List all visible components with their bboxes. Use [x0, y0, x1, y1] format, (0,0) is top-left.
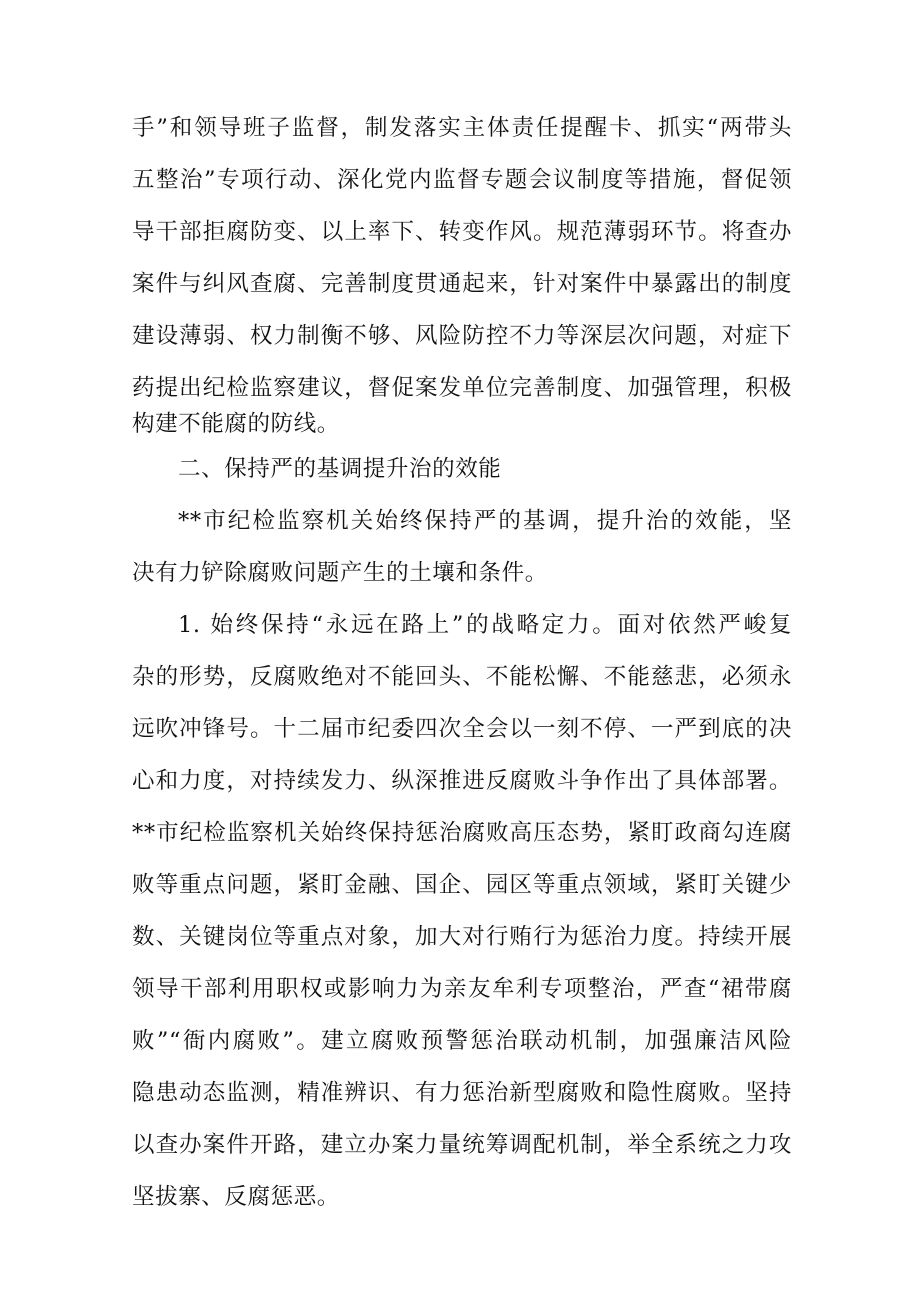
paragraph-line: 五整治”专项行动、深化党内监督专题会议制度等措施，督促领: [132, 167, 792, 193]
paragraph-line: 心和力度，对持续发力、纵深推进反腐败斗争作出了具体部署。: [132, 768, 792, 794]
paragraph-line: 隐患动态监测，精准辨识、有力惩治新型腐败和隐性腐败。坚持: [132, 1080, 792, 1106]
paragraph-line: 药提出纪检监察建议，督促案发单位完善制度、加强管理，积极: [132, 375, 792, 401]
paragraph-line: 领导干部利用职权或影响力为亲友牟利专项整治，严查“裙带腐: [132, 976, 792, 1002]
paragraph-line: 败等重点问题，紧盯金融、国企、园区等重点领域，紧盯关键少: [132, 872, 792, 898]
paragraph-line: 建设薄弱、权力制衡不够、风险防控不力等深层次问题，对症下: [132, 323, 792, 349]
paragraph-line: 以查办案件开路，建立办案力量统筹调配机制，举全系统之力攻: [132, 1132, 792, 1158]
paragraph-line: 坚拔寨、反腐惩恶。: [132, 1184, 340, 1210]
paragraph-line: 败”“衙内腐败”。建立腐败预警惩治联动机制，加强廉洁风险: [132, 1028, 792, 1054]
subheading-line: 1. 始终保持“永远在路上”的战略定力。面对依然严峻复: [178, 612, 792, 638]
paragraph-line: 数、关键岗位等重点对象，加大对行贿行为惩治力度。持续开展: [132, 924, 792, 950]
paragraph-line: 远吹冲锋号。十二届市纪委四次全会以一刻不停、一严到底的决: [132, 716, 792, 742]
paragraph-line: 杂的形势，反腐败绝对不能回头、不能松懈、不能慈悲，必须永: [132, 664, 792, 690]
paragraph-line: 手”和领导班子监督，制发落实主体责任提醒卡、抓实“两带头: [132, 115, 792, 141]
paragraph-line: **市纪检监察机关始终保持惩治腐败高压态势，紧盯政商勾连腐: [132, 820, 792, 846]
paragraph-line: **市纪检监察机关始终保持严的基调，提升治的效能，坚: [178, 508, 792, 534]
paragraph-line: 构建不能腐的防线。: [132, 411, 340, 437]
paragraph-line: 导干部拒腐防变、以上率下、转变作风。规范薄弱环节。将查办: [132, 219, 792, 245]
section-heading: 二、保持严的基调提升治的效能: [178, 456, 502, 482]
paragraph-line: 决有力铲除腐败问题产生的土壤和条件。: [132, 560, 548, 586]
paragraph-line: 案件与纠风查腐、完善制度贯通起来，针对案件中暴露出的制度: [132, 271, 792, 297]
